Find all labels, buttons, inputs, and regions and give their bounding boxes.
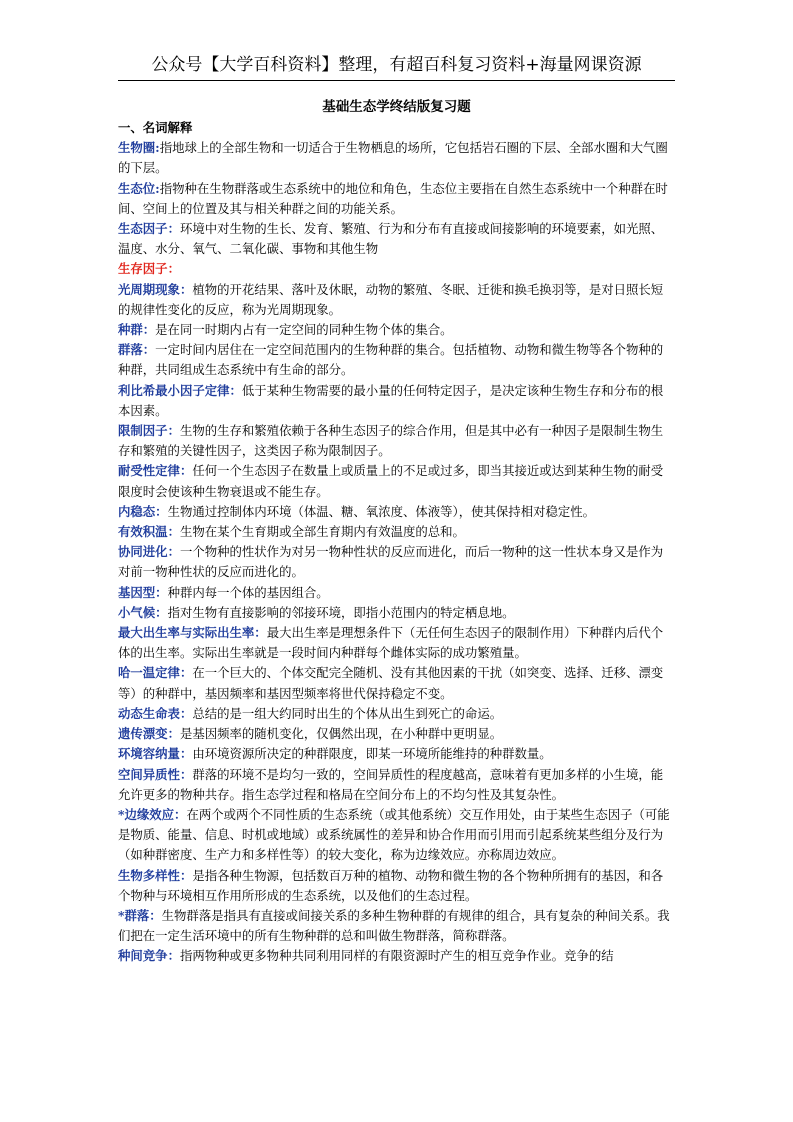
glossary-entry — [118, 542, 675, 582]
glossary-term: 协同进化 — [118, 544, 168, 560]
glossary-entry — [118, 381, 675, 421]
glossary-term: 种间竞争 — [118, 948, 168, 964]
term-separator: ： — [179, 705, 193, 721]
glossary-definition: 生物群落是指具有直接或间接关系的多种生物种群的有规律的组合，具有复杂的种间关系。我们把在一定生活环境中的所有生物种群的总和叫做生物群落，简称群落。 — [118, 907, 670, 944]
glossary-entry — [118, 724, 675, 744]
document-title: 基础生态学终结版复习题 — [322, 99, 471, 115]
term-separator: ： — [167, 524, 180, 540]
glossary-entry — [118, 704, 675, 724]
glossary-entry — [118, 805, 675, 866]
glossary-entry — [118, 259, 675, 279]
glossary-term: 动态生命表 — [118, 705, 180, 721]
term-separator: ： — [142, 322, 156, 338]
term-separator: ： — [179, 766, 193, 782]
term-separator: ： — [155, 604, 168, 620]
document-body — [118, 118, 675, 967]
glossary-entry — [118, 663, 675, 703]
term-separator: : — [155, 140, 160, 156]
glossary-term: 限制因子 — [118, 423, 168, 439]
glossary-entry — [118, 866, 675, 906]
glossary-term: 空间异质性 — [118, 766, 180, 782]
term-separator: ： — [179, 281, 193, 297]
term-separator: ： — [179, 867, 193, 883]
term-separator: ： — [149, 907, 162, 923]
glossary-definition: 在两个或两个不同性质的生态系统（或其他系统）交互作用处，由于某些生态因子（可能是物质、能量、信息、时机或地域）或系统属性的差异和协合作用而引用而引起系统某些组分及行为（如种群密度、生产力和多样性等）的较大变化，称为边缘效应。亦称周边效应。 — [118, 806, 670, 863]
glossary-entry — [118, 340, 675, 380]
glossary-entry — [118, 583, 675, 603]
glossary-term: 群落 — [118, 342, 143, 358]
glossary-entry — [118, 603, 675, 623]
glossary-entry — [118, 320, 675, 340]
glossary-term: 光周期现象 — [118, 281, 180, 297]
glossary-term: 生存因子 — [118, 261, 168, 277]
glossary-term: 内稳态 — [118, 503, 156, 519]
glossary-entry — [118, 421, 675, 461]
term-separator: ： — [179, 665, 193, 681]
glossary-term: 有效积温 — [118, 524, 168, 540]
glossary-definition: 一个物种的性状作为对另一物种性状的反应而进化，而后一物种的这一性状本身又是作为对前一物种性状的反应而进化的。 — [118, 544, 664, 580]
glossary-term: 最大出生率与实际出生率 — [118, 625, 255, 641]
glossary-term: 哈一温定律 — [118, 665, 180, 681]
glossary-entry — [118, 765, 675, 805]
glossary-term: 生物多样性 — [118, 867, 180, 883]
term-separator: ： — [167, 221, 180, 237]
glossary-term: 小气候 — [118, 604, 156, 620]
term-separator: ： — [167, 423, 180, 439]
glossary-definition: 一定时间内居住在一定空间范围内的生物种群的集合。包括植物、动物和微生物等各个物种的种群，共同组成生态系统中有生命的部分。 — [118, 342, 664, 378]
glossary-entry — [118, 522, 675, 542]
glossary-term: 耐受性定律 — [118, 463, 180, 479]
glossary-entry — [118, 623, 675, 663]
header-divider — [118, 80, 675, 81]
section-heading: 一、名词解释 — [118, 120, 193, 135]
page-header: 公众号【大学百科资料】整理，有超百科复习资料+海量网课资源 — [151, 55, 642, 75]
term-separator: ： — [254, 625, 267, 641]
glossary-term: *边缘效应 — [118, 806, 175, 822]
glossary-definition: 环境中对生物的生长、发育、繁殖、行为和分布有直接或间接影响的环境要素，如光照、温度、水分、氧气、二氧化碳、事物和其他生物 — [118, 221, 664, 257]
glossary-definition: 在一个巨大的、个体交配完全随机、没有其他因素的干扰（如突变、选择、迁移、漂变等）的种群中，基因频率和基因型频率将世代保持稳定不变。 — [118, 665, 664, 701]
term-separator: ： — [155, 503, 168, 519]
glossary-definition: 低于某种生物需要的最小量的任何特定因子，是决定该种生物生存和分布的根本因素。 — [118, 382, 664, 418]
glossary-entry — [118, 946, 675, 966]
glossary-definition: 群落的环境不是均匀一致的，空间异质性的程度越高，意味着有更加多样的小生境，能允许更多的物种共存。指生态学过程和格局在空间分布上的不均匀性及其复杂性。 — [118, 766, 664, 802]
glossary-definition: 指物种在生物群落或生态系统中的地位和角色，生态位主要指在自然生态系统中一个种群在时间、空间上的位置及其与相关种群之间的功能关系。 — [118, 180, 668, 216]
glossary-term: 基因型 — [118, 584, 156, 600]
glossary-definition: 由环境资源所决定的种群限度，即某一环境所能维持的种群数量。 — [192, 746, 552, 762]
term-separator: ： — [167, 544, 180, 560]
glossary-definition: 指两物种或更多物种共同利用同样的有限资源时产生的相互竞争作业。竞争的结 — [179, 948, 614, 964]
term-separator: ： — [167, 726, 180, 742]
glossary-term: 环境容纳量 — [118, 746, 180, 762]
glossary-entry — [118, 138, 675, 178]
glossary-entry — [118, 179, 675, 219]
glossary-entry — [118, 219, 675, 259]
term-separator: ： — [179, 746, 193, 762]
glossary-entry — [118, 280, 675, 320]
term-separator: : — [155, 180, 160, 196]
term-separator: ： — [179, 463, 193, 479]
glossary-entry — [118, 744, 675, 764]
glossary-definition: 任何一个生态因子在数量上或质量上的不足或过多，即当其接近或达到某种生物的耐受限度时会使该种生物衰退或不能生存。 — [118, 463, 664, 499]
glossary-term: 利比希最小因子定律 — [118, 382, 230, 398]
glossary-entry — [118, 502, 675, 522]
glossary-definition: 指地球上的全部生物和一切适合于生物栖息的场所，它包括岩石圈的下层、全部水圈和大气圈的下层。 — [118, 140, 668, 176]
glossary-term: *群落 — [118, 907, 150, 923]
glossary-definition: 指对生物有直接影响的邻接环境，即指小范围内的特定栖息地。 — [167, 604, 515, 620]
term-separator: ： — [167, 261, 180, 277]
glossary-definition: 是基因频率的随机变化，仅偶然出现，在小种群中更明显。 — [179, 726, 503, 742]
glossary-term: 生态因子 — [118, 221, 168, 237]
glossary-definition: 是指各种生物源，包括数百万种的植物、动物和微生物的各个物种所拥有的基因，和各个物种与环境相互作用所形成的生态系统，以及他们的生态过程。 — [118, 867, 664, 903]
glossary-term: 生物圈 — [118, 140, 156, 156]
glossary-list — [118, 138, 675, 966]
glossary-term: 种群 — [118, 322, 143, 338]
glossary-entry — [118, 461, 675, 501]
glossary-definition: 最大出生率是理想条件下（无任何生态因子的限制作用）下种群内后代个体的出生率。实际出生率就是一段时间内种群每个雌体实际的成功繁殖量。 — [118, 625, 664, 661]
glossary-term: 生态位 — [118, 180, 156, 196]
glossary-definition: 生物在某个生育期或全部生育期内有效温度的总和。 — [179, 524, 465, 540]
glossary-definition: 是在同一时期内占有一定空间的同种生物个体的集合。 — [155, 322, 453, 338]
glossary-definition: 种群内每一个体的基因组合。 — [167, 584, 329, 600]
glossary-definition: 生物的生存和繁殖依赖于各种生态因子的综合作用，但是其中必有一种因子是限制生物生存和繁殖的关键性因子，这类因子称为限制因子。 — [118, 423, 664, 459]
term-separator: ： — [167, 948, 180, 964]
term-separator: ： — [155, 584, 168, 600]
glossary-entry — [118, 906, 675, 946]
glossary-term: 遗传漂变 — [118, 726, 168, 742]
glossary-definition: 总结的是一组大约同时出生的个体从出生到死亡的命运。 — [192, 705, 503, 721]
glossary-definition: 植物的开花结果、落叶及休眠，动物的繁殖、冬眠、迁徙和换毛换羽等，是对日照长短的规律性变化的反应，称为光周期现象。 — [118, 281, 664, 317]
term-separator: ： — [142, 342, 156, 358]
glossary-definition: 生物通过控制体内环境（体温、糖、氧浓度、体液等），使其保持相对稳定性。 — [167, 503, 596, 519]
term-separator: ： — [174, 806, 187, 822]
term-separator: ： — [229, 382, 242, 398]
